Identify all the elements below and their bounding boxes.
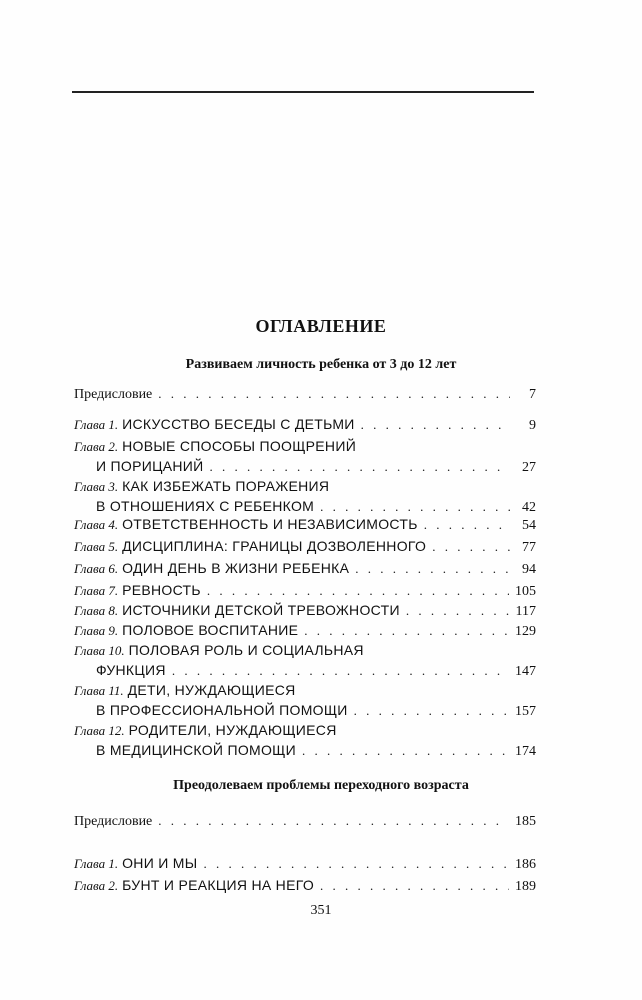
toc-line <box>74 660 536 680</box>
chapter-title: ДИСЦИПЛИНА: ГРАНИЦЫ ДОЗВОЛЕННОГО <box>122 538 427 554</box>
chapter-label: Глава 4. <box>74 517 119 532</box>
toc-line <box>74 640 536 660</box>
chapter-title: ПОЛОВОЕ ВОСПИТАНИЕ <box>122 622 299 638</box>
preface-label: Предисловие <box>74 814 153 829</box>
page-ref: 77 <box>522 540 536 555</box>
leader-dots <box>355 559 510 579</box>
chapter-label: Глава 12. <box>74 723 125 738</box>
toc-line <box>74 853 536 873</box>
toc-line <box>74 580 536 600</box>
preface-label: Предисловие <box>74 387 153 402</box>
chapter-label: Глава 8. <box>74 603 119 618</box>
chapter-title: РЕВНОСТЬ <box>122 582 201 598</box>
leader-dots <box>361 415 510 435</box>
chapter-entry <box>74 720 536 760</box>
toc-line <box>74 600 536 620</box>
leader-dots <box>158 384 510 404</box>
page-ref: 94 <box>522 562 536 577</box>
toc-line <box>74 536 536 556</box>
page-ref: 54 <box>522 518 536 533</box>
chapter-title: В ПРОФЕССИОНАЛЬНОЙ ПОМОЩИ <box>96 702 348 718</box>
page-ref: 117 <box>515 604 536 619</box>
preface-entry <box>74 811 536 831</box>
page-ref: 129 <box>515 624 536 639</box>
leader-dots <box>210 457 510 477</box>
leader-dots <box>320 876 509 896</box>
chapter-entry <box>74 680 536 720</box>
leader-dots <box>158 811 509 831</box>
page-number: 351 <box>310 903 332 918</box>
toc-line <box>74 414 536 434</box>
chapter-entry <box>74 558 536 578</box>
leader-dots <box>354 701 509 721</box>
leader-dots <box>406 601 510 621</box>
chapter-title: В ОТНОШЕНИЯХ С РЕБЕНКОМ <box>96 498 315 514</box>
chapter-title: В МЕДИЦИНСКОЙ ПОМОЩИ <box>96 742 296 758</box>
chapter-entry <box>74 414 536 434</box>
chapter-label: Глава 11. <box>74 683 124 698</box>
page-ref: 147 <box>515 664 536 679</box>
toc-line <box>74 811 536 831</box>
toc-line <box>74 436 536 456</box>
chapter-entry <box>74 514 536 534</box>
chapter-label: Глава 1. <box>74 417 119 432</box>
page-ref: 174 <box>515 744 536 759</box>
page-ref: 157 <box>515 704 536 719</box>
chapter-entry <box>74 853 536 873</box>
toc-line <box>74 680 536 700</box>
page-ref: 42 <box>522 500 536 515</box>
page-ref: 105 <box>515 584 536 599</box>
page-ref: 27 <box>522 460 536 475</box>
leader-dots <box>304 621 509 641</box>
chapter-title: ИСТОЧНИКИ ДЕТСКОЙ ТРЕВОЖНОСТИ <box>122 602 400 618</box>
chapter-title: ОТВЕТСТВЕННОСТЬ И НЕЗАВИСИМОСТЬ <box>122 516 418 532</box>
toc-line <box>74 514 536 534</box>
chapter-title: РОДИТЕЛИ, НУЖДАЮЩИЕСЯ <box>128 722 337 738</box>
chapter-label: Глава 2. <box>74 439 119 454</box>
chapter-entry <box>74 436 536 476</box>
toc-line <box>74 384 536 404</box>
leader-dots <box>432 537 510 557</box>
chapter-title: КАК ИЗБЕЖАТЬ ПОРАЖЕНИЯ <box>122 478 330 494</box>
chapter-title: ФУНКЦИЯ <box>96 662 166 678</box>
chapter-title: НОВЫЕ СПОСОБЫ ПООЩРЕНИЙ <box>122 438 357 454</box>
top-rule <box>72 91 534 93</box>
chapter-entry <box>74 600 536 620</box>
chapter-label: Глава 2. <box>74 878 119 893</box>
leader-dots <box>203 854 509 874</box>
chapter-entry <box>74 640 536 680</box>
chapter-label: Глава 7. <box>74 583 119 598</box>
chapter-entry <box>74 620 536 640</box>
chapter-title: ОДИН ДЕНЬ В ЖИЗНИ РЕБЕНКА <box>122 560 350 576</box>
chapter-entry <box>74 580 536 600</box>
toc-line <box>74 740 536 760</box>
chapter-label: Глава 6. <box>74 561 119 576</box>
section-heading: Преодолеваем проблемы переходного возраста <box>173 778 469 793</box>
toc-line <box>74 558 536 578</box>
chapter-label: Глава 10. <box>74 643 125 658</box>
page-ref: 7 <box>529 387 536 402</box>
chapter-label: Глава 5. <box>74 539 119 554</box>
toc-line <box>74 700 536 720</box>
toc-line <box>74 620 536 640</box>
chapter-entry <box>74 476 536 516</box>
toc-line <box>74 476 536 496</box>
page-ref: 185 <box>515 814 536 829</box>
page-ref: 186 <box>515 857 536 872</box>
preface-entry <box>74 384 536 404</box>
page-ref: 9 <box>529 418 536 433</box>
leader-dots <box>424 515 510 535</box>
toc-line <box>74 875 536 895</box>
leader-dots <box>207 581 509 601</box>
chapter-label: Глава 1. <box>74 856 119 871</box>
page-ref: 189 <box>515 879 536 894</box>
chapter-title: ПОЛОВАЯ РОЛЬ И СОЦИАЛЬНАЯ <box>128 642 364 658</box>
toc-line <box>74 496 536 516</box>
page-title: ОГЛАВЛЕНИЕ <box>255 316 387 336</box>
leader-dots <box>172 661 509 681</box>
chapter-title: ОНИ И МЫ <box>122 855 198 871</box>
toc-line <box>74 456 536 476</box>
toc-line <box>74 720 536 740</box>
chapter-entry <box>74 875 536 895</box>
chapter-title: ИСКУССТВО БЕСЕДЫ С ДЕТЬМИ <box>122 416 355 432</box>
leader-dots <box>302 741 509 761</box>
chapter-title: ДЕТИ, НУЖДАЮЩИЕСЯ <box>127 682 296 698</box>
section-heading: Развиваем личность ребенка от 3 до 12 лет <box>185 357 457 372</box>
chapter-title: И ПОРИЦАНИЙ <box>96 458 204 474</box>
chapter-entry <box>74 536 536 556</box>
chapter-title: БУНТ И РЕАКЦИЯ НА НЕГО <box>122 877 315 893</box>
chapter-label: Глава 3. <box>74 479 119 494</box>
chapter-label: Глава 9. <box>74 623 119 638</box>
